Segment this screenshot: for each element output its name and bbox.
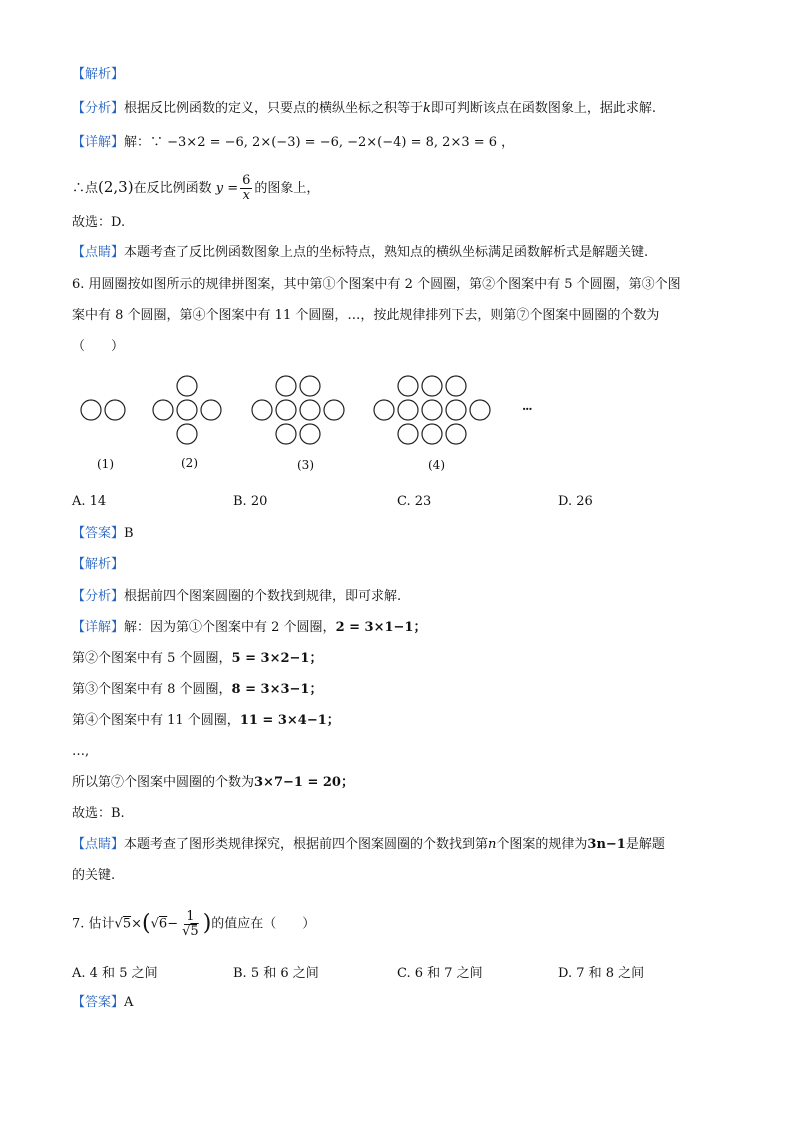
q6-step2-eq: 5 = 3×2−1； (231, 651, 323, 666)
q7-frac-den-radicand: 5 (190, 923, 199, 939)
q6-step3-text: 第③个图案中有 8 个圆圈， (72, 682, 232, 697)
q7-sqrt-icon: √ (114, 916, 123, 932)
q5-func-num: 6 (242, 173, 251, 188)
q5-therefore-a: ∴点 (72, 181, 99, 196)
q7-left-paren: ( (142, 911, 151, 936)
q6-stem-line2: 案中有 8 个圆圈，第④个图案中有 11 个圆圈，…，按此规律排列下去，则第⑦个图案中圆圈的个数为 (72, 308, 660, 323)
fig3-label: (3) (297, 458, 314, 472)
q6-fenxi-tag: 【分析】 (72, 589, 125, 604)
q7-option-c[interactable]: C. 6 和 7 之间 (397, 966, 483, 981)
q6-guxuan: 故选：B. (72, 806, 125, 821)
q7-sqrt-icon: √ (150, 916, 159, 932)
q6-step2-text: 第②个图案中有 5 个圆圈， (72, 651, 232, 666)
q6-jiexi-tag: 【解析】 (72, 557, 125, 572)
q6-step2-line (72, 650, 322, 668)
q6-fenxi-text: 根据前四个图案圆圈的个数找到规律，即可求解. (124, 589, 402, 604)
fig2-label: (2) (181, 456, 198, 470)
q7-fraction (180, 910, 201, 939)
q7-right-paren: ) (202, 911, 212, 936)
q5-jiexi-tag: 【解析】 (72, 67, 125, 82)
q5-func-den: x (242, 188, 250, 203)
fig4-circle (422, 424, 442, 444)
q6-dianjing-line (72, 836, 665, 854)
q7-suffix: 的值应在（ ） (211, 916, 316, 932)
fig3-circle (276, 400, 296, 420)
q6-answer-line (72, 525, 134, 543)
q6-step1-line (72, 619, 426, 637)
q7-sqrt6: 6 (158, 916, 168, 932)
fig3-circle (324, 400, 344, 420)
q6-dianjing-b: 个图案的规律为 (496, 837, 588, 852)
q6-xiangjie-tag: 【详解】 (72, 620, 125, 635)
q5-xiangjie-tag: 【详解】 (72, 135, 125, 150)
q7-option-a[interactable]: A. 4 和 5 之间 (72, 966, 158, 981)
q7-minus: − (167, 916, 179, 932)
q6-answer-tag: 【答案】 (72, 526, 125, 541)
fig3-circle (300, 424, 320, 444)
q6-conclusion-text: 所以第⑦个图案中圆圈的个数为 (72, 775, 255, 790)
q7-sqrt5: 5 (122, 916, 132, 932)
q5-guxuan: 故选：D. (72, 215, 126, 230)
q7-answer-line (72, 994, 133, 1012)
q6-conclusion-eq: 3×7−1 = 20； (254, 775, 354, 790)
fig4-circle (398, 376, 418, 396)
q5-therefore-point: (2,3) (98, 178, 134, 196)
fig4-circle (398, 400, 418, 420)
q5-therefore-c: 的图象上， (254, 181, 320, 196)
q6-step4-line (72, 712, 340, 730)
fig4-circle (422, 400, 442, 420)
q5-func-lhs: y = (215, 181, 239, 196)
q7-answer-tag: 【答案】 (72, 995, 125, 1010)
fig4-circle (446, 376, 466, 396)
figure-ellipsis: ··· (522, 402, 532, 416)
q5-fenxi-text-b: 即可判断该点在函数图象上，据此求解. (430, 101, 657, 116)
q6-stem-line1: 6. 用圆圈按如图所示的规律拼图案，其中第①个图案中有 2 个圆圈，第②个图案中有 5 个圆圈，第③个图 (72, 277, 681, 292)
q6-option-c[interactable]: C. 23 (397, 494, 432, 509)
fig3-circle (300, 376, 320, 396)
fig2-circle (177, 424, 197, 444)
fig2-circle (201, 400, 221, 420)
q6-step3-line (72, 681, 322, 699)
q5-dianjing-text: 本题考查了反比例函数图象上点的坐标特点，熟知点的横纵坐标满足函数解析式是解题关键. (124, 245, 649, 260)
q5-therefore-b: 在反比例函数 (133, 181, 212, 196)
q7-answer: A (124, 995, 134, 1010)
q6-answer: B (124, 526, 134, 541)
q6-stem-line3: （ ） (72, 339, 125, 354)
q6-dianjing-c: 是解题 (625, 837, 665, 852)
q6-ellipsis: …, (72, 744, 90, 759)
q7-option-b[interactable]: B. 5 和 6 之间 (233, 966, 319, 981)
q6-step1-text: 解：因为第①个图案中有 2 个圆圈， (124, 620, 336, 635)
fig1-circle (105, 400, 125, 420)
q7-times: × (131, 916, 143, 932)
q6-dianjing-a: 本题考查了图形类规律探究，根据前四个图案圆圈的个数找到第 (124, 837, 489, 852)
q6-dianjing-line2: 的关键. (72, 868, 116, 883)
q7-prefix: 7. 估计 (72, 916, 115, 932)
q5-fenxi-k: k (423, 101, 431, 116)
q6-dianjing-eq: 3n−1 (587, 837, 626, 852)
fig4-circle (446, 424, 466, 444)
fig4-circle (398, 424, 418, 444)
q7-stem (72, 904, 315, 945)
fig2-circle (177, 376, 197, 396)
fig2-circle (177, 400, 197, 420)
fig4-circle (446, 400, 466, 420)
fig3-circle (252, 400, 272, 420)
fig3-circle (276, 424, 296, 444)
q6-step4-eq: 11 = 3×4−1； (239, 713, 340, 728)
fig3-circle (300, 400, 320, 420)
q6-dianjing-tag: 【点睛】 (72, 837, 125, 852)
q6-dianjing-n: n (488, 837, 497, 852)
q6-option-d[interactable]: D. 26 (558, 494, 593, 509)
q5-fenxi-text-a: 根据反比例函数的定义，只要点的横纵坐标之积等于 (124, 101, 424, 116)
q6-option-b[interactable]: B. 20 (233, 494, 268, 509)
q5-xiangjie-text: 解：∵ −3×2 = −6, 2×(−3) = −6, −2×(−4) = 8, 2×3 = 6 ， (124, 135, 515, 150)
q6-fenxi-line (72, 588, 401, 606)
q6-step4-text: 第④个图案中有 11 个圆圈， (72, 713, 240, 728)
q6-step1-eq: 2 = 3×1−1； (335, 620, 427, 635)
fig4-label: (4) (428, 458, 445, 472)
fig3-circle (276, 376, 296, 396)
q7-frac-num: 1 (186, 908, 195, 924)
fig1-circle (81, 400, 101, 420)
fig2-circle (153, 400, 173, 420)
q5-dianjing-tag: 【点睛】 (72, 245, 125, 260)
q5-fenxi-tag: 【分析】 (72, 101, 125, 116)
q6-step3-eq: 8 = 3×3−1； (231, 682, 323, 697)
q7-frac-den: √5 (182, 923, 199, 939)
fig4-circle (422, 376, 442, 396)
fig1-label: (1) (97, 457, 114, 471)
fig4-circle (374, 400, 394, 420)
q6-option-a[interactable]: A. 14 (72, 494, 107, 509)
fig4-circle (470, 400, 490, 420)
q6-conclusion-line (72, 774, 354, 792)
q7-option-d[interactable]: D. 7 和 8 之间 (558, 966, 645, 981)
